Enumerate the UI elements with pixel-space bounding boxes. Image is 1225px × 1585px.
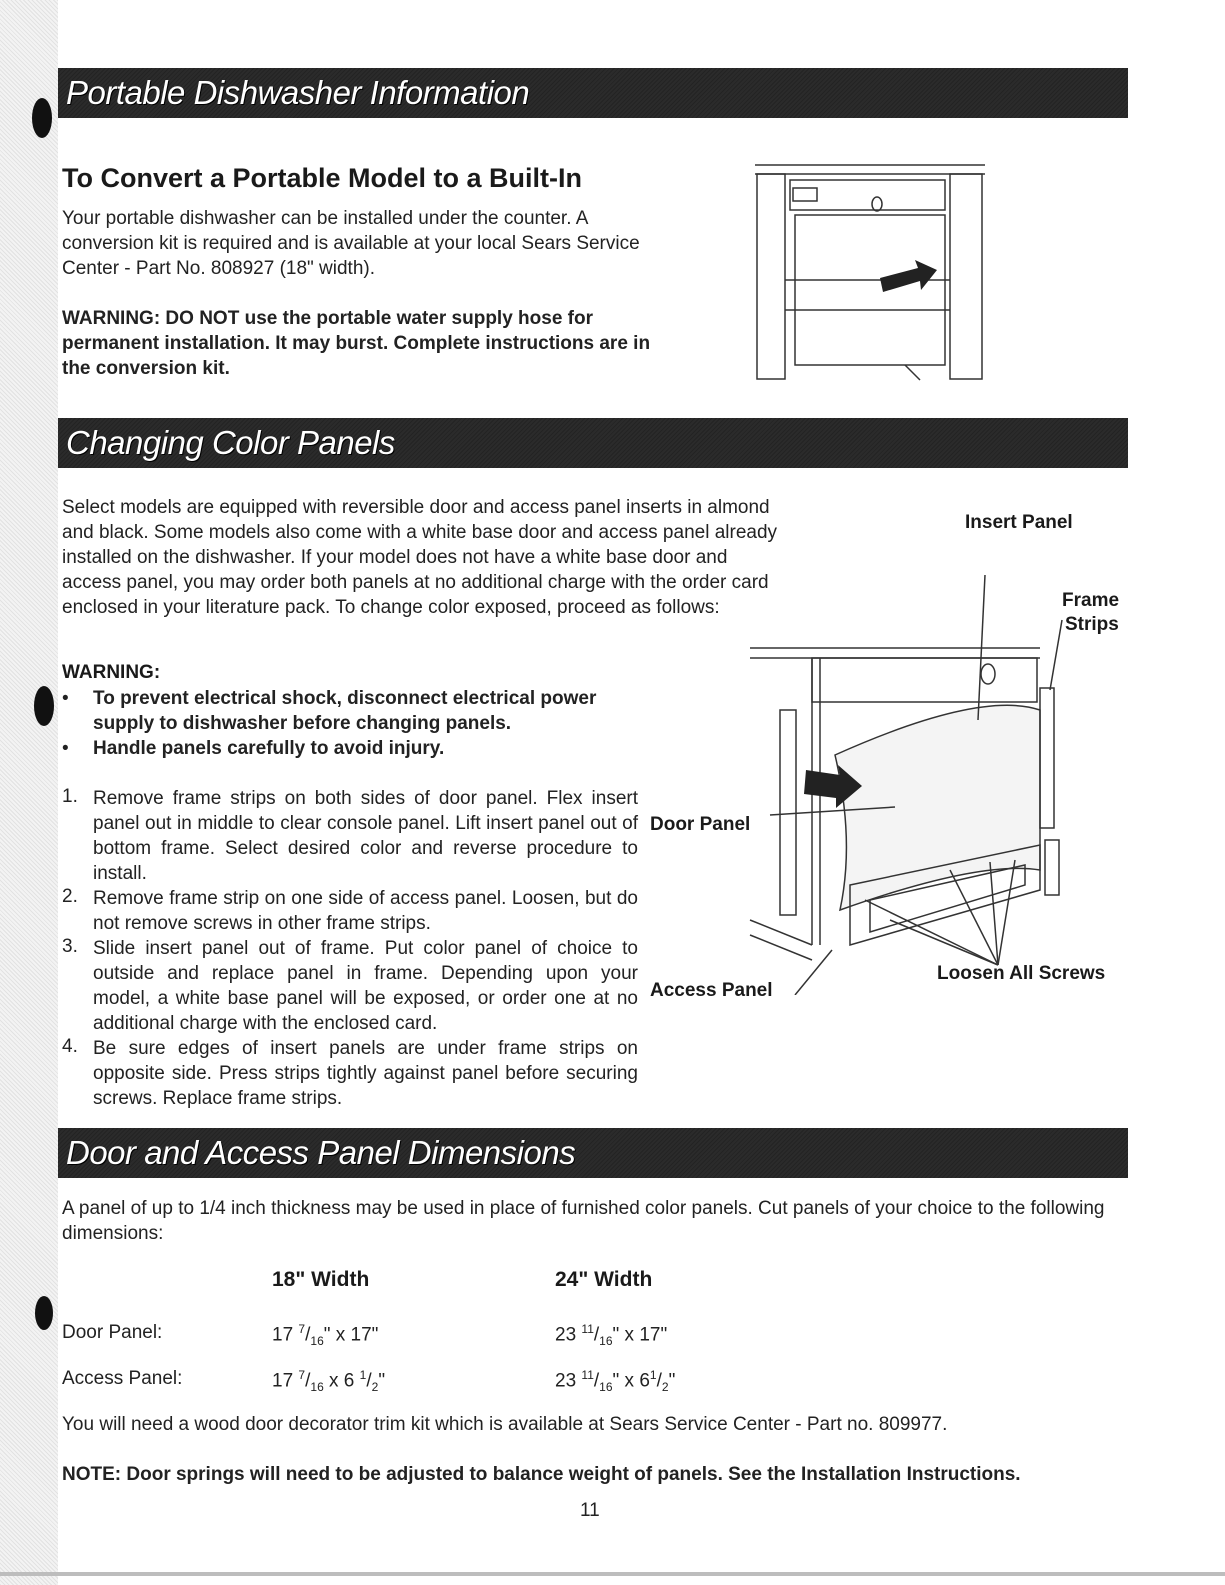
arrow-icon bbox=[880, 260, 937, 292]
label-door-panel: Door Panel bbox=[650, 814, 751, 835]
door-dim-18: 17 $^7/_{16}$" x 17" bbox=[272, 1322, 379, 1349]
panel-diagram bbox=[740, 540, 1085, 995]
trim-kit-text: You will need a wood door decorator trim kit which is available at Sears Service Center - Part no. 809977. bbox=[62, 1414, 948, 1435]
panels-body: Select models are equipped with reversible door and access panel inserts in almond and black. Some models also come with a white base door and access panel already installed on the dishwasher. If your model does not have a white base door and access panel, you may order both panels at no additional charge with the order card enclosed in your literature pack. To change color exposed, proceed as follows: bbox=[62, 497, 778, 618]
built-in-diagram bbox=[755, 160, 990, 385]
step-text: Remove frame strips on both sides of door panel. Flex insert panel out in middle to clear console panel. Lift insert panel out of bottom frame. Select desired color and reverse procedure to install. bbox=[93, 788, 638, 884]
warning-bullet: To prevent electrical shock, disconnect electrical power supply to dishwasher before changing panels. bbox=[93, 688, 597, 734]
warning-bullet: Handle panels carefully to avoid injury. bbox=[93, 738, 445, 759]
row-label-access: Access Panel: bbox=[62, 1368, 183, 1389]
banner-title: Portable Dishwasher Information bbox=[66, 74, 530, 111]
access-dim-18: 17 $^7/_{16}$ x 6 $^1/_2$" bbox=[272, 1368, 386, 1395]
section-banner-portable bbox=[58, 68, 1128, 118]
page-edge-shading bbox=[0, 0, 58, 1585]
punch-hole bbox=[34, 686, 54, 726]
step-text: Slide insert panel out of frame. Put color panel of choice to outside and replace panel in frame. Depending upon your model, a white base panel will be exposed, or order one at no additional charge with the enclosed card. bbox=[93, 938, 638, 1034]
note-text: NOTE: Door springs will need to be adjusted to balance weight of panels. See the Installation Instructions. bbox=[62, 1464, 1021, 1485]
column-header-24: 24" Width bbox=[555, 1268, 653, 1291]
banner-title: Changing Color Panels bbox=[66, 424, 395, 461]
column-header-18: 18" Width bbox=[272, 1268, 370, 1291]
step-number: 2. bbox=[62, 886, 78, 907]
punch-hole bbox=[35, 1296, 53, 1330]
label-strips: Strips bbox=[1065, 614, 1119, 635]
step-number: 4. bbox=[62, 1036, 78, 1057]
label-insert-panel: Insert Panel bbox=[965, 512, 1073, 533]
warning-title: WARNING: bbox=[62, 662, 161, 683]
label-access-panel: Access Panel bbox=[650, 980, 773, 1001]
section-heading-convert: To Convert a Portable Model to a Built-In bbox=[62, 163, 583, 193]
bullet-icon: • bbox=[62, 738, 69, 759]
step-text: Be sure edges of insert panels are under frame strips on opposite side. Press strips tightly against panel before securing screws. Replace frame strips. bbox=[93, 1038, 638, 1109]
step-text: Remove frame strip on one side of access panel. Loosen, but do not remove screws in other frame strips. bbox=[93, 888, 638, 934]
bullet-icon: • bbox=[62, 688, 69, 709]
section-banner-dimensions bbox=[58, 1128, 1128, 1178]
access-dim-24: 23 $^{11}/_{16}$" x $6^1/_2$" bbox=[555, 1368, 676, 1395]
label-loosen-screws: Loosen All Screws bbox=[937, 963, 1106, 984]
dimensions-intro: A panel of up to 1/4 inch thickness may be used in place of furnished color panels. Cut panels of your choice to the following dimensions: bbox=[62, 1198, 1105, 1244]
banner-title: Door and Access Panel Dimensions bbox=[66, 1134, 576, 1171]
label-frame: Frame bbox=[1062, 590, 1120, 611]
step-number: 1. bbox=[62, 786, 78, 807]
page-number: 11 bbox=[580, 1500, 600, 1521]
page-bottom-edge bbox=[0, 1572, 1225, 1576]
door-dim-24: 23 $^{11}/_{16}$" x 17" bbox=[555, 1322, 668, 1349]
row-label-door: Door Panel: bbox=[62, 1322, 163, 1343]
convert-body: Your portable dishwasher can be installed under the counter. A conversion kit is required and is available at your local Sears Service Center - Part No. 808927 (18" width). bbox=[62, 208, 640, 279]
convert-warning: WARNING: DO NOT use the portable water supply hose for permanent installation. It may burst. Complete instructions are in the conversion kit. bbox=[62, 308, 651, 379]
section-banner-panels bbox=[58, 418, 1128, 468]
punch-hole bbox=[32, 98, 52, 138]
step-number: 3. bbox=[62, 936, 78, 957]
